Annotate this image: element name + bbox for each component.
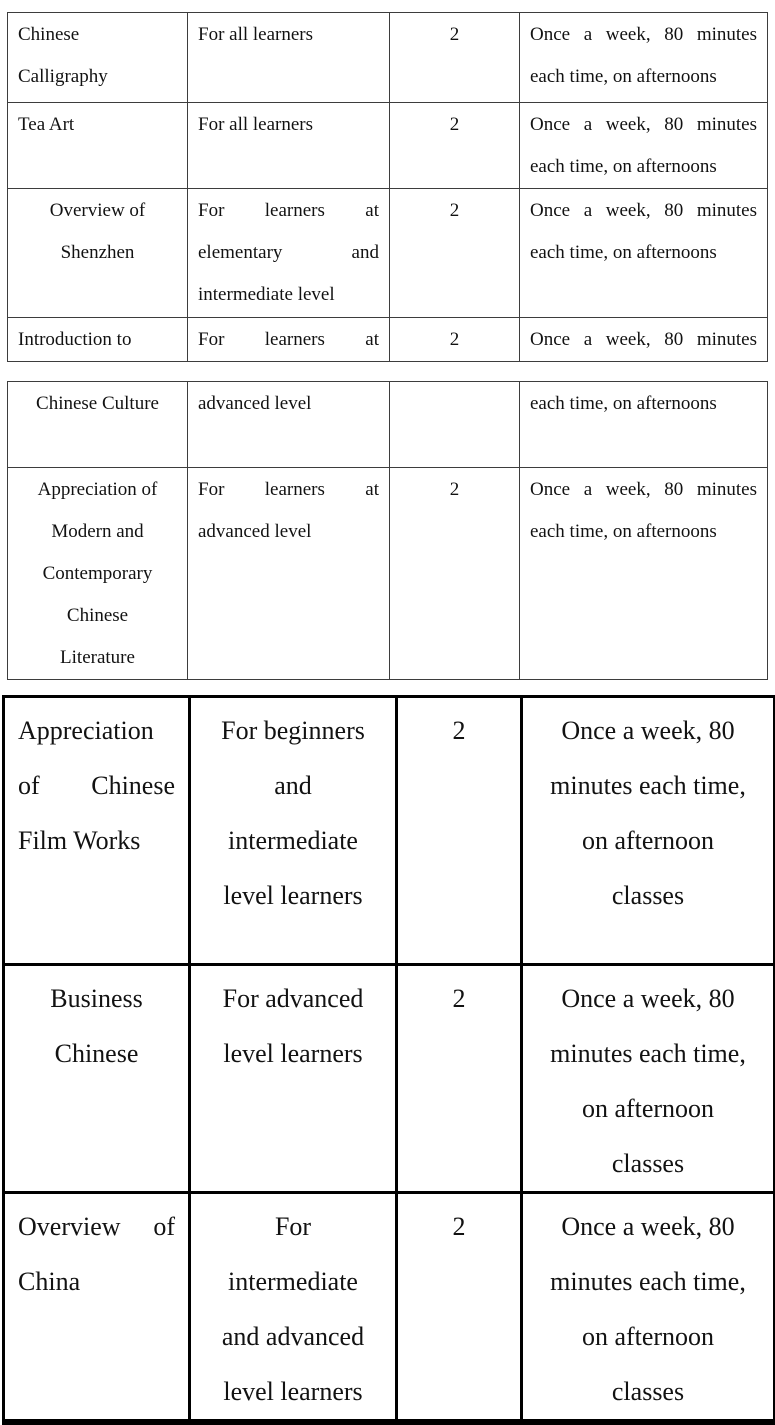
learners-cell (188, 382, 390, 468)
upper-course-table (7, 12, 768, 362)
table-row (8, 382, 768, 468)
text-line: 2 (449, 329, 460, 350)
table-row (4, 1193, 775, 1423)
text-line: For learners at (198, 479, 379, 500)
text-line: elementary and (198, 242, 379, 263)
text-line: and advanced (221, 1322, 365, 1351)
text-line: Chinese (54, 1039, 139, 1068)
text-line: For learners at (198, 200, 379, 221)
learners-cell (188, 189, 390, 318)
text-line: Once a week, 80 (561, 984, 735, 1013)
course-name-cell (4, 965, 190, 1193)
table-row (4, 965, 775, 1193)
text-line: For all learners (198, 24, 314, 45)
text-line: Once a week, 80 (561, 1212, 735, 1241)
text-line: on afternoon (581, 826, 715, 855)
text-line: minutes each time, (550, 1039, 746, 1068)
text-line: each time, on afternoons (530, 66, 717, 87)
text-line: Chinese (18, 24, 80, 45)
text-line: 2 (449, 24, 460, 45)
learners-cell (188, 318, 390, 362)
learners-cell (190, 697, 397, 965)
text-line: each time, on afternoons (530, 156, 717, 177)
schedule-cell (522, 697, 775, 965)
lower-course-table (2, 695, 775, 1425)
schedule-cell (520, 468, 768, 680)
text-line: Overview of (18, 1212, 175, 1241)
text-line: Once a week, 80 minutes (530, 329, 757, 350)
table-row (8, 13, 768, 103)
text-line: level learners (223, 881, 363, 910)
table-row (8, 103, 768, 189)
course-name-cell (4, 697, 190, 965)
text-line: Chinese Culture (36, 393, 159, 414)
schedule-cell (522, 1193, 775, 1423)
learners-cell (188, 13, 390, 103)
text-line: level learners (223, 1039, 363, 1068)
learners-cell (188, 468, 390, 680)
course-name-cell (8, 468, 188, 680)
text-line: classes (611, 881, 685, 910)
text-line: Once a week, 80 minutes (530, 200, 757, 221)
text-line: For beginners (221, 716, 365, 745)
schedule-cell (520, 103, 768, 189)
text-line: intermediate level (198, 284, 335, 305)
text-line: minutes each time, (550, 771, 746, 800)
learners-cell (188, 103, 390, 189)
text-line: Contemporary (42, 563, 153, 584)
credits-cell (397, 697, 522, 965)
text-line: For (274, 1212, 312, 1241)
middle-course-table (7, 381, 768, 680)
text-line: Literature (60, 647, 135, 668)
course-name-cell (8, 13, 188, 103)
table-row (8, 318, 768, 362)
course-name-cell (8, 318, 188, 362)
course-name-cell (4, 1193, 190, 1423)
text-line: each time, on afternoons (530, 242, 717, 263)
table-row (8, 468, 768, 680)
text-line: of Chinese (18, 771, 175, 800)
text-line: on afternoon (581, 1094, 715, 1123)
text-line: minutes each time, (550, 1267, 746, 1296)
schedule-cell (520, 13, 768, 103)
learners-cell (190, 965, 397, 1193)
text-line: Once a week, 80 minutes (530, 114, 757, 135)
course-name-cell (8, 103, 188, 189)
text-line: For learners at (198, 329, 379, 350)
text-line: advanced level (198, 393, 312, 414)
schedule-cell (522, 965, 775, 1193)
text-line: Shenzhen (60, 242, 135, 263)
text-line: Overview of (49, 200, 146, 221)
text-line: Calligraphy (18, 66, 108, 87)
schedule-cell (520, 318, 768, 362)
table-row (4, 697, 775, 965)
text-line: Modern and (51, 521, 144, 542)
course-name-cell (8, 382, 188, 468)
credits-cell (390, 13, 520, 103)
credits-cell (390, 382, 520, 468)
text-line: Business (50, 984, 143, 1013)
text-line: level learners (223, 1377, 363, 1406)
text-line: For advanced (222, 984, 364, 1013)
text-line: intermediate (228, 1267, 358, 1296)
schedule-cell (520, 189, 768, 318)
schedule-cell (520, 382, 768, 468)
text-line: on afternoon (581, 1322, 715, 1351)
text-line: 2 (452, 1212, 466, 1241)
text-line: Appreciation (18, 716, 154, 745)
course-name-cell (8, 189, 188, 318)
table-row (8, 189, 768, 318)
text-line: Introduction to (18, 329, 132, 350)
text-line: 2 (449, 200, 460, 221)
text-line: classes (611, 1377, 685, 1406)
text-line: and (274, 771, 312, 800)
credits-cell (390, 468, 520, 680)
credits-cell (390, 103, 520, 189)
text-line: For all learners (198, 114, 314, 135)
text-line: 2 (452, 984, 466, 1013)
text-line: Film Works (18, 826, 141, 855)
text-line: Tea Art (18, 114, 75, 135)
text-line: China (18, 1267, 81, 1296)
text-line: Once a week, 80 minutes (530, 24, 757, 45)
credits-cell (397, 965, 522, 1193)
text-line: intermediate (228, 826, 358, 855)
text-line: Once a week, 80 (561, 716, 735, 745)
text-line: 2 (452, 716, 466, 745)
text-line: each time, on afternoons (530, 393, 717, 414)
text-line: 2 (449, 479, 460, 500)
text-line: each time, on afternoons (530, 521, 717, 542)
text-line: classes (611, 1149, 685, 1178)
learners-cell (190, 1193, 397, 1423)
text-line: Once a week, 80 minutes (530, 479, 757, 500)
credits-cell (390, 318, 520, 362)
text-line: Chinese (66, 605, 129, 626)
credits-cell (390, 189, 520, 318)
text-line: 2 (449, 114, 460, 135)
text-line: advanced level (198, 521, 312, 542)
credits-cell (397, 1193, 522, 1423)
text-line: Appreciation of (37, 479, 158, 500)
